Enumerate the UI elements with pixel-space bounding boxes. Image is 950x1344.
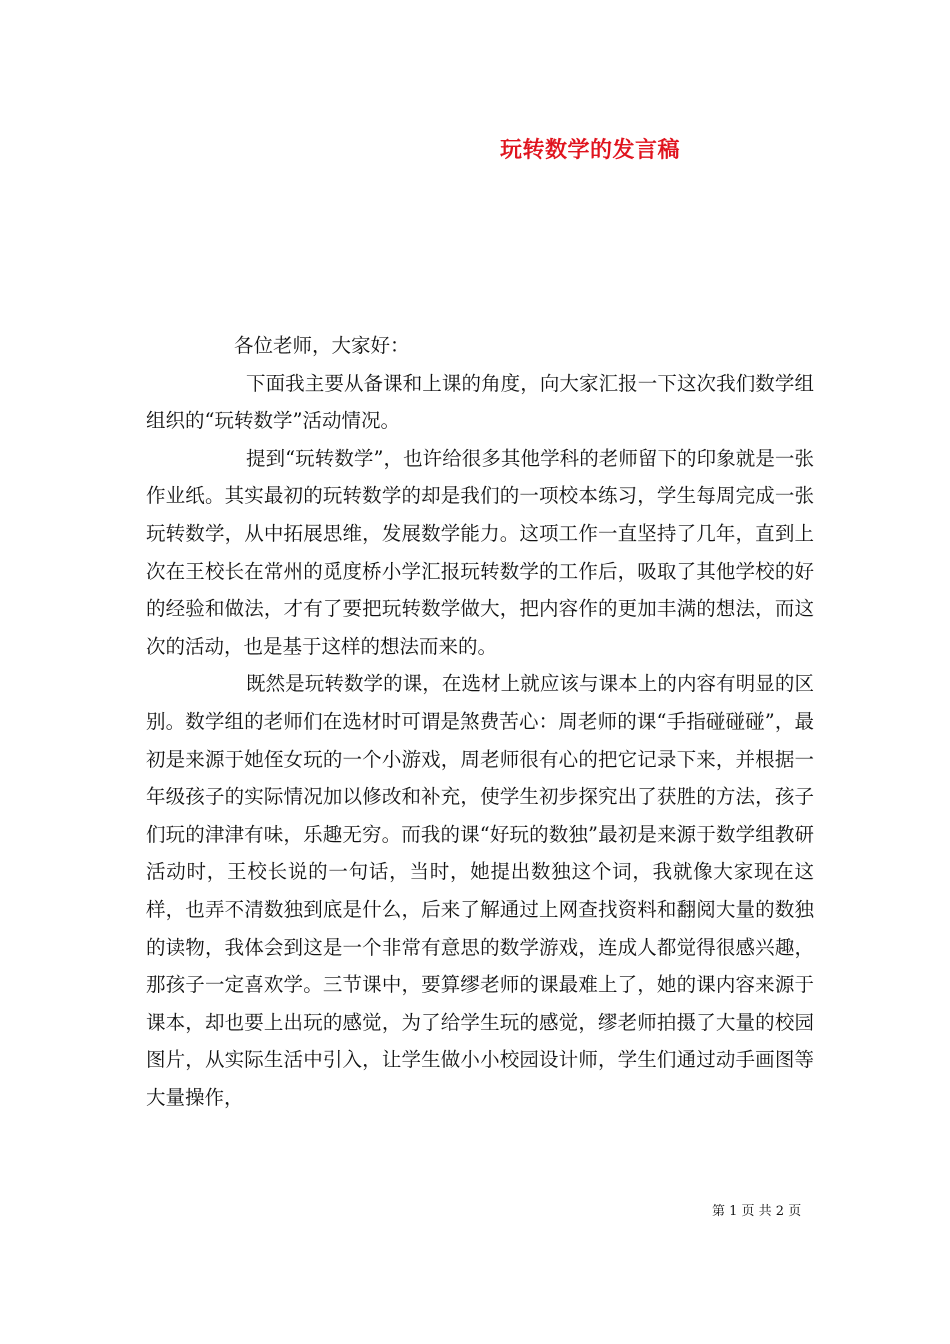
paragraph-3: 既然是玩转数学的课，在选材上就应该与课本上的内容有明显的区别。数学组的老师们在选材时可谓是煞费苦心：周老师的课“手指碰碰碰”，最初是来源于她侄女玩的一个小游戏，周老师很有心的把它记录下来，并根据一年级孩子的实际情况加以修改和补充，使学生初步探究出了获胜的方法，孩子们玩的津津有味，乐趣无穷。而我的课“好玩的数独”最初是来源于数学组教研活动时，王校长说的一句话，当时，她提出数独这个词，我就像大家现在这样，也弄不清数独到底是什么，后来了解通过上网查找资料和翻阅大量的数独的读物，我体会到这是一个非常有意思的数学游戏，连成人都觉得很感兴趣，那孩子一定喜欢学。三节课中，要算缪老师的课最难上了，她的课内容来源于课本，却也要上出玩的感觉，为了给学生玩的感觉，缪老师拍摄了大量的校园图片，从实际生活中引入，让学生做小小校园设计师，学生们通过动手画图等大量操作， (146, 672, 814, 1109)
paragraph-1: 下面我主要从备课和上课的角度，向大家汇报一下这次我们数学组组织的“玩转数学”活动情况。 (146, 371, 814, 433)
page-number-footer: 第 1 页 共 2 页 (712, 1204, 802, 1219)
greeting-line: 各位老师，大家好： (234, 334, 410, 357)
paragraph-2: 提到“玩转数学”，也许给很多其他学科的老师留下的印象就是一张作业纸。其实最初的玩转数学的却是我们的一项校本练习，学生每周完成一张玩转数学，从中拓展思维，发展数学能力。这项工作一直坚持了几年，直到上次在王校长在常州的觅度桥小学汇报玩转数学的工作后，吸取了其他学校的好的经验和做法，才有了要把玩转数学做大，把内容作的更加丰满的想法，而这次的活动，也是基于这样的想法而来的。 (146, 446, 814, 658)
document-title: 玩转数学的发言稿 (499, 137, 680, 163)
document-body (146, 327, 814, 1116)
